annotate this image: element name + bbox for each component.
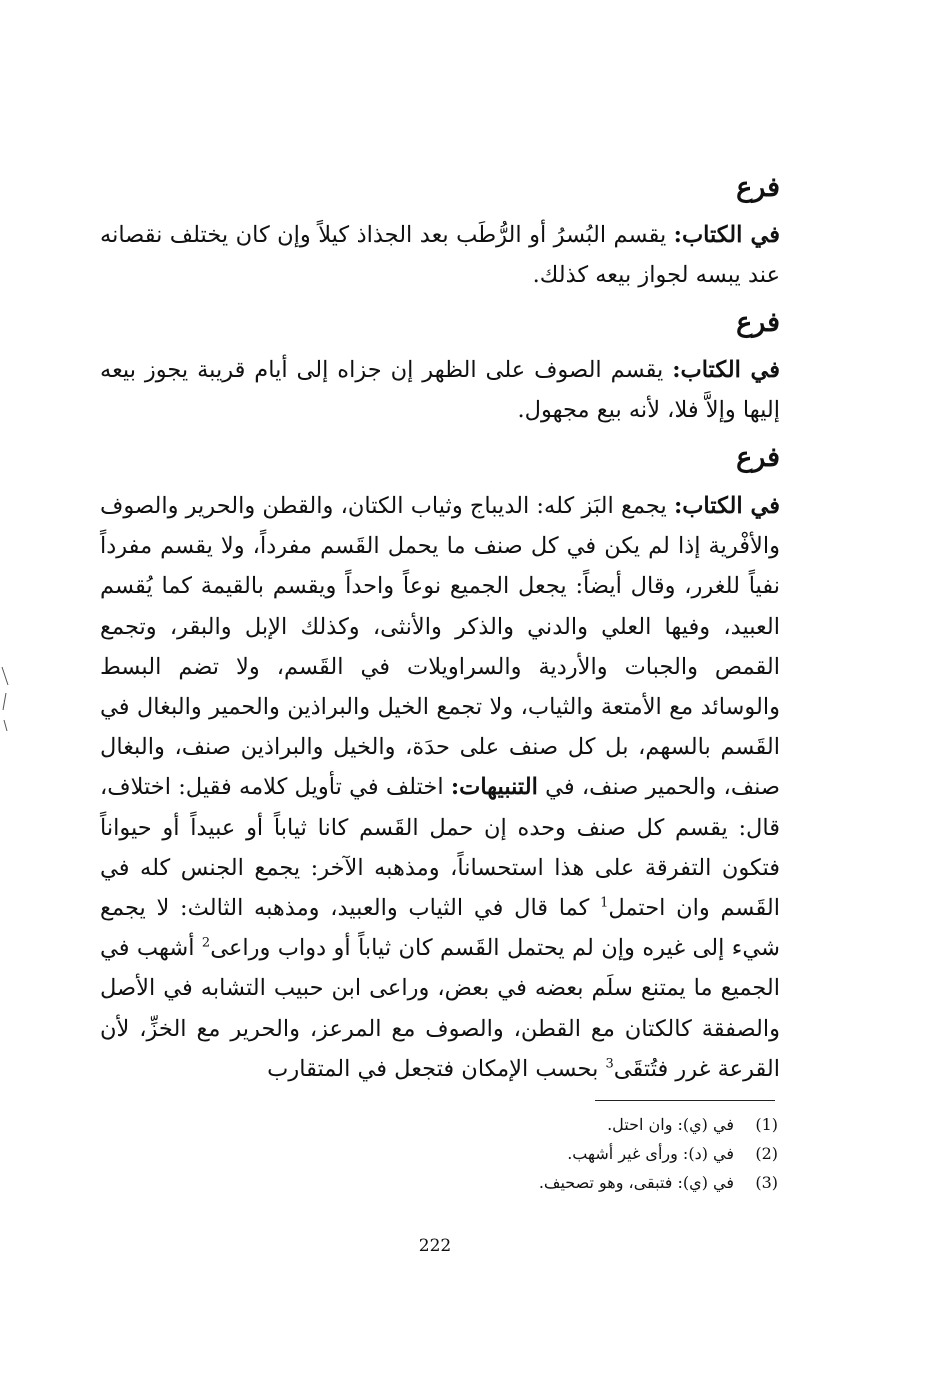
paragraph-text: اختلف في تأويل كلامه فقيل: اختلاف، قال: يقسم كل صنف وحده إن حمل القَسم كانا ثياباً أو عبيداً أو حيواناً فتكون التفرقة على هذا استحساناً، ومذهبه الآخر: يجمع الجنس كله في القَسم وان احتمل (100, 774, 780, 922)
paragraph-lead: في الكتاب: (673, 493, 780, 519)
footnote-number: (3) (755, 1173, 778, 1192)
paragraph-lead: في الكتاب: (672, 357, 780, 383)
paragraph-lead: التنبيهات: (450, 774, 538, 801)
footnote-ref[interactable]: 1 (600, 895, 609, 911)
footnote-ref[interactable]: 3 (605, 1056, 614, 1072)
footnote-text: في (ي): فتبقى، وهو تصحيف. (538, 1173, 734, 1192)
paragraph (100, 486, 780, 1089)
margin-scan-mark (0, 665, 14, 735)
paragraph-text: كما قال في الثياب والعبيد، ومذهبه الثالث: لا يجمع شيء إلى غيره وإن لم يحتمل القَسم كان ثياباً أو دواب وراعى (100, 895, 780, 962)
paragraph-text: يجمع البَز كله: الديباج وثياب الكتان، والقطن والحرير والصوف والأفْرية إذا لم يكن في كل صنف ما يحمل القَسم مفرداً، ولا يقسم مفرداً نفياً للغرر، وقال أيضاً: يجعل الجميع نوعاً واحداً ويقسم بالقيمة كما يُقسم العبيد، وفيها العلي والدني والذكر والأنثى، وكذلك الإبل والبقر، وتجمع القمص والجبات والأردية والسراويلات في القَسم، ولا تضم البسط والوسائد مع الأمتعة والثياب، ولا تجمع الخيل والبراذين والحمير والبغال في القَسم بالسهم، بل كل صنف على حدَة، والخيل والبراذين صنف، والبغال صنف، والحمير صنف، في (100, 493, 780, 801)
paragraph (100, 351, 780, 430)
page-number: 222 (418, 1236, 452, 1256)
footnote-divider (595, 1100, 775, 1101)
page-body (100, 170, 780, 1099)
footnote-number: (1) (755, 1115, 778, 1134)
footnote-number: (2) (755, 1144, 778, 1163)
footnote (400, 1139, 778, 1168)
paragraph-text: بحسب الإمكان فتجعل في المتقارب (267, 1055, 606, 1082)
footnote (400, 1110, 778, 1139)
paragraph-text: أشهب في الجميع ما يمتنع سلَم بعضه في بعض، وراعى ابن حبيب التشابه في الأصل والصفقة كالكتان مع القطن، والصوف مع المرعز، والحرير مع الخزِّ، لأن القرعة غرر فتُتقَى (100, 935, 780, 1082)
paragraph-text: يقسم الصوف على الظهر إن جزاه إلى أيام قريبة يجوز بيعه إليها وإلاَّ فلا، لأنه بيع مجهول. (100, 357, 780, 423)
footnote-ref[interactable]: 2 (201, 935, 211, 951)
footnote-text: في (د): ورأى غير أشهب. (567, 1144, 734, 1163)
footnote (400, 1168, 778, 1197)
paragraph (100, 216, 780, 295)
section-heading: فرع (736, 442, 780, 473)
paragraph-text: يقسم البُسرُ أو الرُّطَب بعد الجذاذ كيلاً وإن كان يختلف نقصانه عند يبسه لجواز بيعه كذلك. (100, 222, 780, 288)
footnote-text: في (ي): وان احتل. (607, 1115, 734, 1134)
footnotes (400, 1110, 778, 1197)
section-heading: فرع (736, 172, 780, 203)
paragraph-lead: في الكتاب: (673, 222, 780, 248)
section-heading: فرع (736, 307, 780, 338)
